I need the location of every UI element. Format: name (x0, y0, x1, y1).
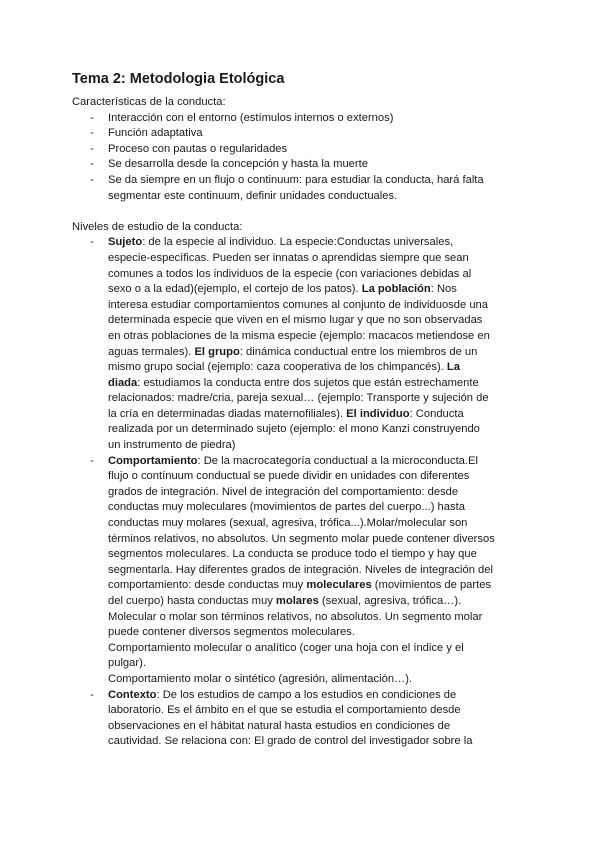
list-item-comportamiento: - Comportamiento: De la macrocategoría conductual a la microconducta.El flujo o contínuum conductual se puede dividir en unidades con diferentes grados de integración. Nivel de integración del comportamiento: desde conductas muy moleculares (movimientos de partes del cuerpo...) hasta conductas muy molares (sexual, agresiva, trófica...).Molar/molecular son términos relativos, no absolutos. Un segmento molar puede contener diversos segmentos moleculares. La conducta se produce todo el tiempo y hay que segmentarla. Hay diferentes grados de integración. Niveles de integración del comportamiento: desde conductas muy moleculares (movimientos de partes del cuerpo) hasta conductas muy molares (sexual, agresiva, trófica…). Molecular o molar son términos relativos, no absolutos. Un segmento molar puede contener diversos segmentos moleculares. Comportamiento molecular o analítico (coger una hoja con el índice y el pulgar). Comportamiento molar o sintético (agresión, alimentación…). (90, 454, 495, 685)
term-diada: diada (108, 376, 138, 389)
list-item-sujeto: - Sujeto: de la especie al individuo. La especie:Conductas universales, especie-específicas. Pueden ser innatas o aprendidas siempre que sean comunes a todos los individuos de la especie (con variaciones debidas al sexo o a la edad)(ejemplo, el cortejo de los patos). La población: Nos interesa estudiar comportamientos comunes al conjunto de individuosde una determinada especie que viven en el mismo lugar y que no son observadas en otras poblaciones de la misma especie (ejemplo: macacos metiendose en aguas termales). El grupo: dinámica conductual entre los miembros de un mismo grupo social (ejemplo: caza cooperativa de los chimpancés). La diada: estudiamos la conducta entre dos sujetos que están estrechamente relacionados: madre/cria, pareja sexual… (ejemplo: Transporte y sujeción de la cría en determinadas diadas maternofiliales). El individuo: Conducta realizada por un determinado sujeto (ejemplo: el mono Kanzi construyendo un instrumento de piedra) (90, 236, 490, 452)
document-page (72, 70, 532, 750)
list-item-contexto: - Contexto: De los estudios de campo a los estudios en condiciones de laboratorio. Es el ámbito en el que se estudia el comportamiento desde observaciones en el hábitat natural hasta estudios en condiciones de cautividad. Se relaciona con: El grado de control del investigador sobre la (90, 688, 473, 748)
term-contexto: Contexto (108, 688, 157, 701)
term-la: La (446, 361, 460, 374)
list-item: - Interacción con el entorno (estímulos internos o externos) (90, 111, 394, 124)
list-item: - Se da siempre en un flujo o continuum: para estudiar la conducta, hará falta segmentar este continuum, definir unidades conductuales. (90, 173, 484, 202)
term-sujeto: Sujeto (108, 236, 143, 249)
page-title: Tema 2: Metodologia Etológica (72, 71, 285, 87)
term-molares: molares (275, 595, 319, 607)
term-moleculares: moleculares (306, 579, 372, 592)
niveles-list (72, 235, 532, 750)
section-heading-caracteristicas: Características de la conducta: (72, 96, 226, 108)
section-heading-niveles: Niveles de estudio de la conducta: (72, 220, 243, 233)
list-item: - Se desarrolla desde la concepción y hasta la muerte (90, 158, 368, 171)
term-grupo: El grupo (194, 345, 240, 358)
caracteristicas-list (72, 111, 532, 205)
term-comportamiento: Comportamiento (108, 454, 198, 467)
term-poblacion: La población (361, 283, 431, 296)
term-individuo: El individuo (346, 407, 410, 420)
list-item: - Función adaptativa (90, 127, 203, 140)
list-item: - Proceso con pautas o regularidades (90, 142, 288, 155)
